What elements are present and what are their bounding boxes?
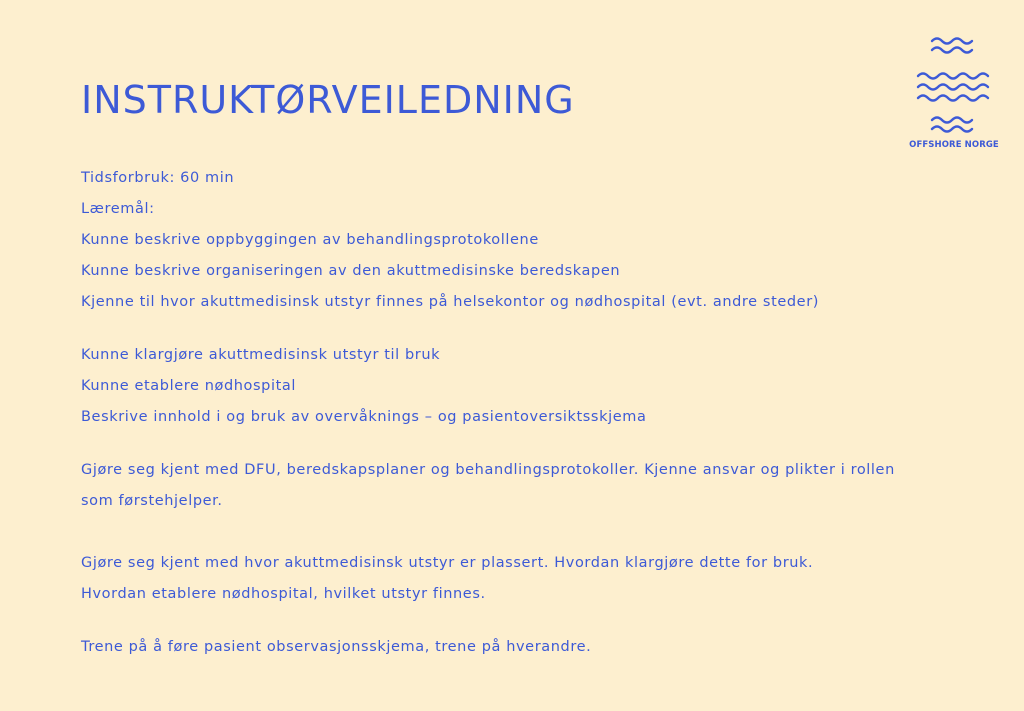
protocols-paragraph — [81, 458, 981, 520]
text-line: Hvordan etablere nødhospital, hvilket utstyr finnes. — [81, 586, 486, 602]
learning-goals-group — [81, 166, 981, 321]
logo-text: OFFSHORE NORGE — [909, 140, 999, 150]
equipment-goals-group — [81, 343, 981, 436]
text-line: Kjenne til hvor akuttmedisinsk utstyr finnes på helsekontor og nødhospital (evt. andre steder) — [81, 294, 820, 310]
text-line: Kunne beskrive organiseringen av den akuttmedisinske beredskapen — [81, 263, 621, 279]
offshore-norge-logo — [906, 32, 1002, 154]
text-line: Gjøre seg kjent med hvor akuttmedisinsk utstyr er plassert. Hvordan klargjøre dette for bruk. — [81, 555, 814, 571]
text-line: Læremål: — [81, 201, 155, 217]
text-line: Tidsforbruk: 60 min — [81, 170, 235, 186]
text-line: som førstehjelper. — [81, 493, 223, 509]
text-line: Beskrive innhold i og bruk av overvåknings – og pasientoversiktsskjema — [81, 409, 647, 425]
training-paragraph — [81, 635, 981, 666]
text-line: Kunne beskrive oppbyggingen av behandlingsprotokollene — [81, 232, 539, 248]
equipment-paragraph — [81, 551, 981, 613]
text-line: Trene på å føre pasient observasjonsskjema, trene på hverandre. — [81, 639, 592, 655]
text-line: Kunne etablere nødhospital — [81, 378, 297, 394]
instructions-body — [81, 166, 981, 666]
text-line: Gjøre seg kjent med DFU, beredskapsplaner og behandlingsprotokoller. Kjenne ansvar og plikter i rollen — [81, 462, 895, 478]
text-line: Kunne klargjøre akuttmedisinsk utstyr til bruk — [81, 347, 441, 363]
waves-icon — [906, 32, 1002, 136]
page-title: INSTRUKTØRVEILEDNING — [81, 78, 575, 122]
